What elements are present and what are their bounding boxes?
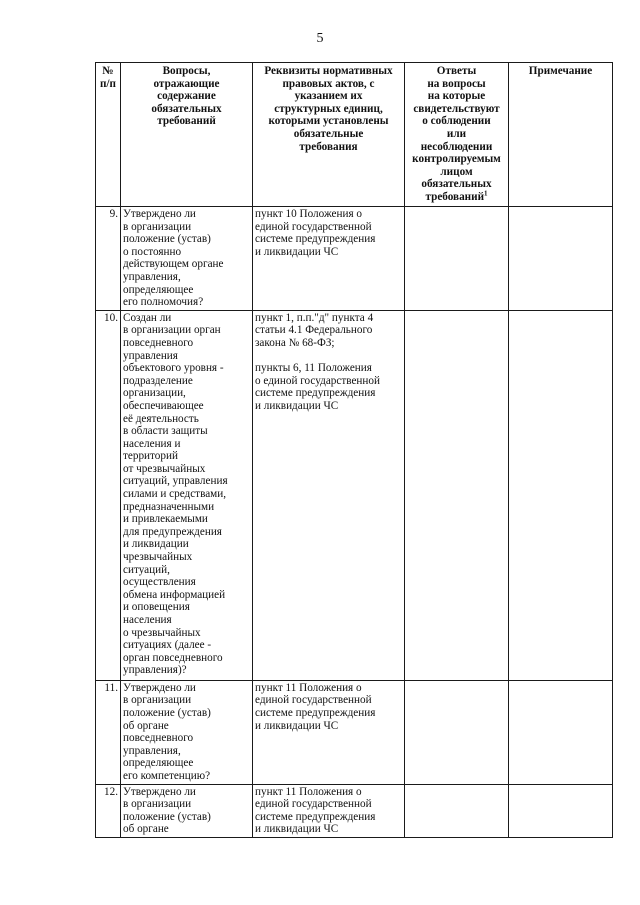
header-requisites-text: Реквизиты нормативных правовых актов, с указанием их структурных единиц, которыми установлены обязательные требования <box>264 65 393 153</box>
row-answer <box>405 784 509 837</box>
row-answer <box>405 680 509 784</box>
row-number: 12. <box>96 784 121 837</box>
header-questions <box>121 63 253 207</box>
header-num <box>96 63 121 207</box>
header-requisites <box>253 63 405 207</box>
table-row <box>96 207 613 311</box>
row-question: Утверждено ли в организации положение (устав) об органе <box>121 784 253 837</box>
row-answer <box>405 207 509 311</box>
row-question: Создан ли в организации орган повседневного управления объектового уровня - подразделение организации, обеспечивающее её деятельность в области защиты населения и территорий от чрезвычайных ситуаций, управления силами и средствами, предназначенными и привлекаемыми для предупреждения и ликвидации чрезвычайных ситуаций, осуществления обмена информацией и оповещения населения о чрезвычайных ситуациях (далее - орган повседневного управления)? <box>121 310 253 680</box>
row-number: 11. <box>96 680 121 784</box>
table-row <box>96 784 613 837</box>
header-answers <box>405 63 509 207</box>
row-requisites: пункт 11 Положения о единой государственной системе предупреждения и ликвидации ЧС <box>253 784 405 837</box>
header-note <box>509 63 613 207</box>
header-note-text: Примечание <box>528 65 593 77</box>
header-num-text: № п/п <box>99 65 116 90</box>
header-answers-text: Ответы на вопросы на которые свидетельствуют о соблюдении или несоблюдении контролируемым лицом обязательных требований <box>412 65 501 203</box>
row-requisites: пункт 1, п.п."д" пункта 4 статьи 4.1 Федерального закона № 68-ФЗ; пункты 6, 11 Положения о единой государственной системе предупреждения и ликвидации ЧС <box>253 310 405 680</box>
footnote-marker: 1 <box>484 189 488 198</box>
row-answer <box>405 310 509 680</box>
row-question: Утверждено ли в организации положение (устав) о постоянно действующем органе управления, определяющее его полномочия? <box>121 207 253 311</box>
row-note <box>509 310 613 680</box>
row-requisites: пункт 11 Положения о единой государственной системе предупреждения и ликвидации ЧС <box>253 680 405 784</box>
table-body <box>96 207 613 838</box>
header-row <box>96 63 613 207</box>
table-header <box>96 63 613 207</box>
row-number: 10. <box>96 310 121 680</box>
row-note <box>509 207 613 311</box>
table-row <box>96 680 613 784</box>
row-note <box>509 680 613 784</box>
table-row <box>96 310 613 680</box>
row-question: Утверждено ли в организации положение (устав) об органе повседневного управления, определяющее его компетенцию? <box>121 680 253 784</box>
row-note <box>509 784 613 837</box>
header-questions-text: Вопросы, отражающие содержание обязательных требований <box>151 65 222 128</box>
page-number: 5 <box>316 31 324 46</box>
requirements-checklist-table <box>95 62 613 838</box>
row-number: 9. <box>96 207 121 311</box>
row-requisites: пункт 10 Положения о единой государственной системе предупреждения и ликвидации ЧС <box>253 207 405 311</box>
